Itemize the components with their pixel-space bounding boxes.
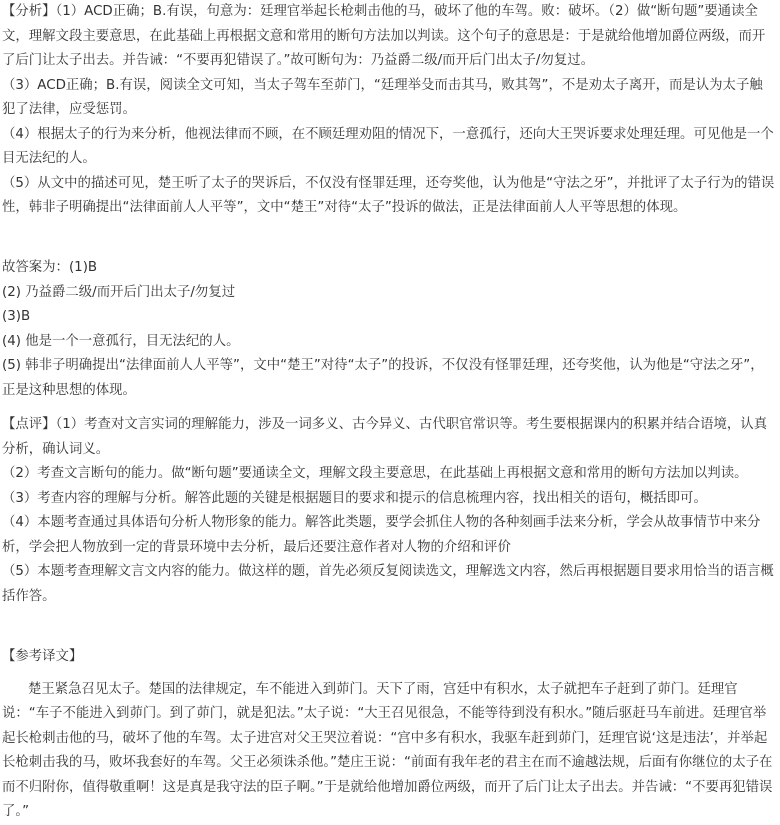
answer-1: 故答案为：(1)B xyxy=(2,260,98,275)
answer-5: (5) 韩非子明确提出“法律面前人人平等”，文中“楚王”对待“太子”的投诉，不仅没有怪罪廷理，还夸奖他，认为他是“守法之牙”，正是这种思想的体现。 xyxy=(2,358,764,398)
translation-body: 楚王紧急召见太子。楚国的法律规定，车不能进入到茆门。天下了雨，宫廷中有积水，太子就把车子赶到了茆门。廷理官说：“车子不能进入到茆门。到了茆门，就是犯法。”太子说：“大王召见很急，不能等待到没有积水。”随后驱赶马车前进。廷理官举起长枪刺击他的马，破坏了他的车驾。太子进宫对父王哭泣着说：“宫中多有积水，我驱车赶到茆门，廷理官说‘这是违法’，并举起长枪刺击我的马，败坏我套好的车驾。父王必须诛杀他。”楚庄王说：“前面有我年老的君主在而不逾越法规，后面有你继位的太子在而不归附你，值得敬重啊！这是真是我守法的臣子啊。”于是就给他增加爵位两级，而开了后门让太子出去。并告诫：“不要再犯错误了。” xyxy=(2,681,773,819)
translation-section xyxy=(2,645,776,825)
answers-section xyxy=(2,256,776,403)
analysis-paragraph-2: （3）ACD正确；B.有误，阅读全文可知，当太子驾车至茆门，“廷理举殳而击其马，败其驾”，不是劝太子离开，而是认为太子触犯了法律，应受惩罚。 xyxy=(2,77,763,117)
answer-2: (2) 乃益爵二级/而开后门出太子/勿复过 xyxy=(2,284,236,300)
analysis-paragraph-4: （5）从文中的描述可见，楚王听了太子的哭诉后，不仅没有怪罪廷理，还夸奖他，认为他是“守法之牙”，并批评了太子行为的错误性，韩非子明确提出“法律面前人人平等”，文中“楚王”对待“太子”投诉的做法，正是法律面前人人平等思想的体现。 xyxy=(2,175,775,215)
analysis-paragraph-3: （4）根据太子的行为来分析，他视法律而不顾，在不顾廷理劝阻的情况下，一意孤行，还向大王哭诉要求处理廷理。可见他是一个目无法纪的人。 xyxy=(2,126,774,166)
comment-2: （2）考查文言断句的能力。做“断句题”要通读全文，理解文段主要意思，在此基础上再根据文意和常用的断句方法加以判读。 xyxy=(2,466,748,481)
comment-3: （3）考查内容的理解与分析。解答此题的关键是根据题目的要求和提示的信息梳理内容，找出相关的语句，概括即可。 xyxy=(2,490,707,506)
comment-section xyxy=(2,413,776,609)
answer-4: (4) 他是一个一意孤行，目无法纪的人。 xyxy=(2,333,240,349)
analysis-section xyxy=(2,0,776,221)
comment-5: （5）本题考查理解文言文内容的能力。做这样的题，首先必须反复阅读选文，理解选文内容，然后再根据题目要求用恰当的语言概括作答。 xyxy=(2,564,774,604)
answer-3: (3)B xyxy=(2,309,31,324)
spacer xyxy=(2,670,776,678)
analysis-paragraph-1: 【分析】（1）ACD正确；B.有误，句意为：廷理官举起长枪刺击他的马，破坏了他的车驾。败：破坏。（2）做“断句题”要通读全文，理解文段主要意思，在此基础上再根据文意和常用的断句方法加以判读。这个句子的意思是：于是就给他增加爵位两级，而开了后门让太子出去。并告诫：“不要再犯错误了。”故可断句为：乃益爵二级/而开后门出太子/勿复过。 xyxy=(2,4,766,68)
comment-1: 【点评】（1）考查对文言实词的理解能力，涉及一词多义、古今异义、古代职官常识等。考生要根据课内的积累并结合语境，认真分析，确认词义。 xyxy=(2,417,768,457)
comment-4: （4）本题考查通过具体语句分析人物形象的能力。解答此类题，要学会抓住人物的各种刻画手法来分析，学会从故事情节中来分析，学会把人物放到一定的背景环境中去分析，最后还要注意作者对人物的介绍和评价 xyxy=(2,515,761,555)
translation-heading: 【参考译文】 xyxy=(2,649,83,664)
